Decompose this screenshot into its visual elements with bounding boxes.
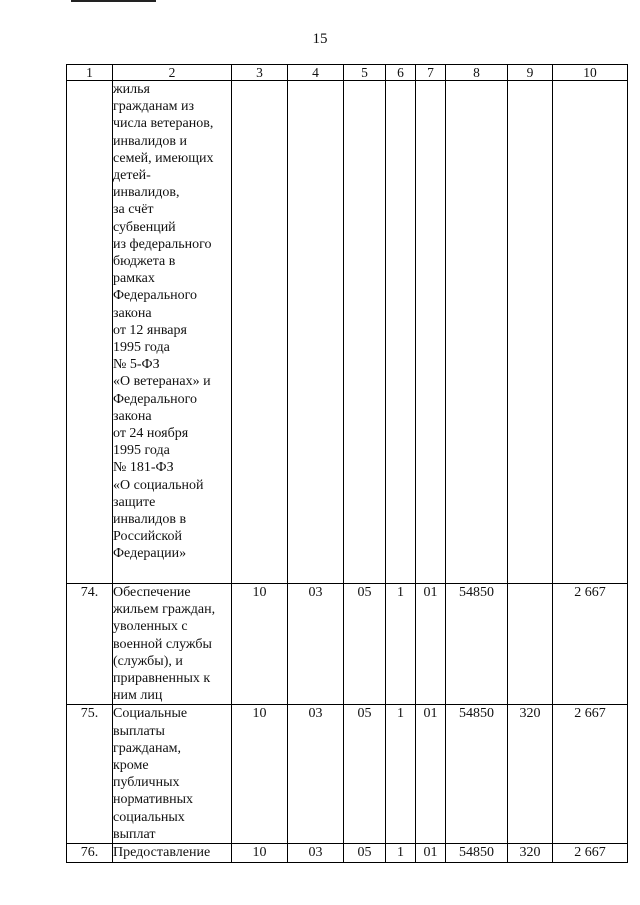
cell-col3 <box>232 81 288 584</box>
table-row <box>67 584 628 705</box>
header-cell-10: 10 <box>553 65 628 81</box>
row-name: жилья гражданам из числа ветеранов, инвалидов и семей, имеющих детей- инвалидов, за счёт субвенций из федерального бюджета в рамках Федерального закона от 12 января 1995 года № 5-ФЗ «О ветеранах» и Федерального закона от 24 ноября 1995 года № 181-ФЗ «О социальной защите инвалидов в Российской Федерации» <box>113 81 232 584</box>
cell-col9: 320 <box>508 844 553 863</box>
header-cell-9: 9 <box>508 65 553 81</box>
cell-col3: 10 <box>232 705 288 844</box>
cell-col5: 05 <box>344 844 386 863</box>
row-number: 75. <box>67 705 113 844</box>
page-number: 15 <box>312 31 328 47</box>
cell-col7: 01 <box>416 584 446 705</box>
cell-col5: 05 <box>344 705 386 844</box>
header-row <box>67 65 628 81</box>
header-cell-5: 5 <box>344 65 386 81</box>
table-row <box>67 844 628 863</box>
header-cell-3: 3 <box>232 65 288 81</box>
cell-col10: 2 667 <box>553 705 628 844</box>
cell-col4: 03 <box>288 584 344 705</box>
budget-table <box>66 64 628 863</box>
cell-col9 <box>508 584 553 705</box>
cell-col10: 2 667 <box>553 584 628 705</box>
cell-col4 <box>288 81 344 584</box>
cell-col6: 1 <box>386 584 416 705</box>
header-cell-8: 8 <box>446 65 508 81</box>
cell-col10 <box>553 81 628 584</box>
cell-col5: 05 <box>344 584 386 705</box>
cell-col10: 2 667 <box>553 844 628 863</box>
cell-col3: 10 <box>232 584 288 705</box>
row-number <box>67 81 113 584</box>
cell-col6: 1 <box>386 844 416 863</box>
cell-col8: 54850 <box>446 584 508 705</box>
cell-col6: 1 <box>386 705 416 844</box>
table-row <box>67 81 628 584</box>
cell-col9 <box>508 81 553 584</box>
cell-col8 <box>446 81 508 584</box>
cell-col9: 320 <box>508 705 553 844</box>
header-cell-4: 4 <box>288 65 344 81</box>
header-cell-2: 2 <box>113 65 232 81</box>
cell-col4: 03 <box>288 844 344 863</box>
cell-col4: 03 <box>288 705 344 844</box>
cell-col7: 01 <box>416 705 446 844</box>
row-number: 76. <box>67 844 113 863</box>
row-name: Обеспечение жильем граждан, уволенных с военной службы (службы), и приравненных к ним лиц <box>113 584 232 705</box>
table-row <box>67 705 628 844</box>
cell-col8: 54850 <box>446 844 508 863</box>
header-cell-6: 6 <box>386 65 416 81</box>
row-number: 74. <box>67 584 113 705</box>
header-cell-1: 1 <box>67 65 113 81</box>
top-rule <box>71 0 156 2</box>
row-name: Предоставление <box>113 844 232 863</box>
cell-col7: 01 <box>416 844 446 863</box>
cell-col3: 10 <box>232 844 288 863</box>
cell-col8: 54850 <box>446 705 508 844</box>
cell-col6 <box>386 81 416 584</box>
cell-col7 <box>416 81 446 584</box>
cell-col5 <box>344 81 386 584</box>
header-cell-7: 7 <box>416 65 446 81</box>
row-name: Социальные выплаты гражданам, кроме публичных нормативных социальных выплат <box>113 705 232 844</box>
